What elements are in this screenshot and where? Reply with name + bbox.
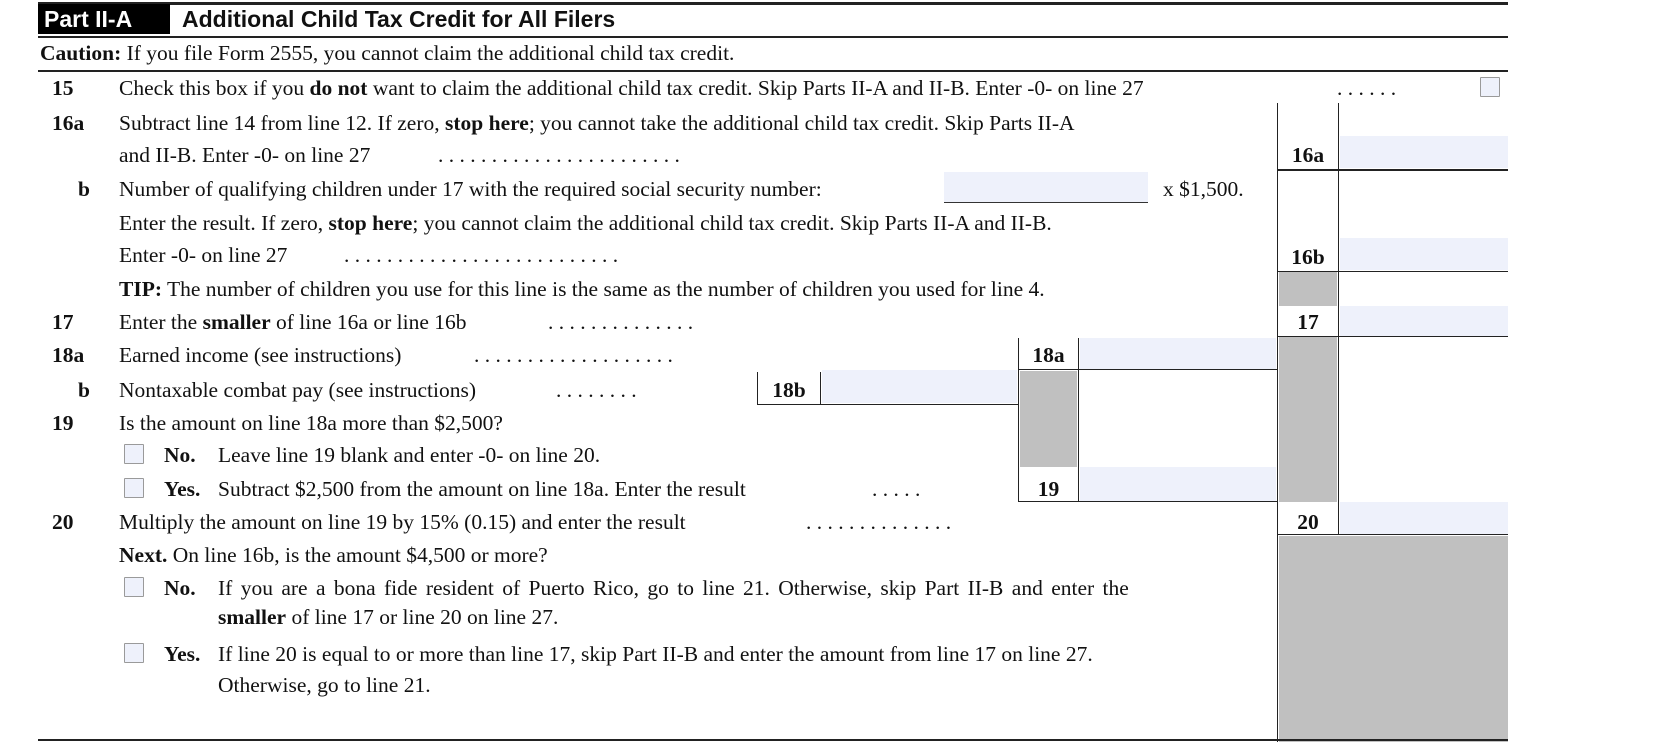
line-19-box-label: 19	[1037, 477, 1060, 501]
shaded-cell	[1279, 272, 1337, 306]
line-18b-label-left-rule	[757, 372, 758, 404]
line-16b-multiplier: x $1,500.	[1163, 177, 1244, 201]
line-15-opt-out-checkbox[interactable]	[1480, 77, 1500, 97]
line-18b-amount-field[interactable]	[822, 370, 1017, 403]
line-16a-amount-field[interactable]	[1340, 136, 1508, 168]
line-18a-amount-field[interactable]	[1080, 338, 1276, 369]
shaded-cell	[1020, 371, 1077, 467]
line-16b-leader-dots: . . . . . . . . . . . . . . . . . . . . . . . . . .	[344, 243, 619, 267]
line-20-number: 20	[52, 510, 74, 534]
qualifying-children-count-input[interactable]	[944, 172, 1148, 203]
line-17-leader-dots: . . . . . . . . . . . . . .	[548, 310, 694, 334]
line-19-question: Is the amount on line 18a more than $2,500?	[119, 411, 503, 435]
line-17-number: 17	[52, 310, 74, 334]
next-no-checkbox[interactable]	[124, 577, 144, 597]
line-19-yes-checkbox[interactable]	[124, 478, 144, 498]
line-16a-leader-dots: . . . . . . . . . . . . . . . . . . . . . . .	[438, 143, 680, 167]
line-18a-rule	[1018, 369, 1277, 370]
part-tag: Part II-A	[38, 4, 170, 34]
line-18b-text: Nontaxable combat pay (see instructions)	[119, 378, 477, 402]
line-18b-amount-left-rule	[820, 372, 821, 404]
line-17-text: Enter the smaller of line 16a or line 16b	[119, 310, 467, 334]
line-17-amount-field[interactable]	[1340, 306, 1508, 336]
line-16b-tip: TIP: The number of children you use for this line is the same as the number of children you used for line 4.	[119, 277, 1045, 301]
line-16a-box-label: 16a	[1291, 143, 1325, 167]
shaded-cell	[1279, 337, 1337, 502]
line-19-yes-label: Yes.	[164, 477, 201, 501]
line-19-rule	[1018, 501, 1277, 502]
next-no-label: No.	[164, 576, 196, 600]
next-yes-label: Yes.	[164, 642, 201, 666]
line-16b-text-3: Enter -0- on line 27	[119, 243, 288, 267]
bottom-rule	[38, 739, 1508, 741]
line-16b-box-label: 16b	[1291, 245, 1325, 269]
right-label-col-left-rule	[1277, 103, 1278, 742]
line-19-number: 19	[52, 411, 74, 435]
line-16b-text-2: Enter the result. If zero, stop here; you cannot claim the additional child tax credit. Skip Parts II-A and II-B.	[119, 211, 1052, 235]
line-19-no-label: No.	[164, 443, 196, 467]
caution-label: Caution:	[40, 41, 122, 65]
caution-text: If you file Form 2555, you cannot claim the additional child tax credit.	[121, 41, 735, 65]
line-16b-text: Number of qualifying children under 17 with the required social security number:	[119, 177, 822, 201]
next-yes-checkbox[interactable]	[124, 643, 144, 663]
line-19-no-text: Leave line 19 blank and enter -0- on line 20.	[218, 443, 601, 467]
inner-amount-col-left-rule	[1078, 338, 1079, 502]
line-19-leader-dots: . . . . .	[872, 477, 921, 501]
line-15-number: 15	[52, 76, 74, 100]
line-18a-box-label: 18a	[1032, 343, 1065, 367]
next-yes-text-2: Otherwise, go to line 21.	[218, 673, 431, 697]
next-no-text: If you are a bona fide resident of Puerto Rico, go to line 21. Otherwise, skip Part II-B and enter the	[218, 576, 1129, 600]
line-17-box-label: 17	[1297, 310, 1319, 334]
caution-note	[40, 40, 734, 66]
caution-rule	[38, 70, 1508, 72]
header-rule	[38, 36, 1508, 38]
line-16a-number: 16a	[52, 111, 85, 135]
line-18a-text: Earned income (see instructions)	[119, 343, 402, 367]
line-18b-number: b	[78, 378, 90, 402]
line-20-amount-field[interactable]	[1340, 502, 1508, 534]
line-15-text: Check this box if you do not want to claim the additional child tax credit. Skip Parts II-A and II-B. Enter -0- on line 27	[119, 76, 1144, 100]
line-19-no-checkbox[interactable]	[124, 444, 144, 464]
part-title: Additional Child Tax Credit for All Filers	[182, 6, 616, 32]
line-20-box-label: 20	[1297, 510, 1319, 534]
line-16b-amount-field[interactable]	[1340, 238, 1508, 270]
line-19-yes-text: Subtract $2,500 from the amount on line 18a. Enter the result	[218, 477, 746, 501]
line-18a-leader-dots: . . . . . . . . . . . . . . . . . . .	[474, 343, 673, 367]
line-18b-leader-dots: . . . . . . . .	[556, 378, 637, 402]
next-question: Next. On line 16b, is the amount $4,500 or more?	[119, 543, 548, 567]
line-18b-rule	[757, 404, 1019, 405]
right-amount-col-left-rule	[1338, 103, 1339, 535]
next-yes-text: If line 20 is equal to or more than line 17, skip Part II-B and enter the amount from line 17 on line 27.	[218, 642, 1093, 666]
line-15-leader-dots: . . . . . .	[1337, 76, 1397, 100]
line-20-rule	[1277, 534, 1508, 535]
inner-label-col-left-rule	[1018, 338, 1019, 502]
line-19-amount-field[interactable]	[1080, 467, 1276, 501]
line-20-leader-dots: . . . . . . . . . . . . . .	[806, 510, 952, 534]
line-16a-text: Subtract line 14 from line 12. If zero, stop here; you cannot take the additional child tax credit. Skip Parts II-A	[119, 111, 1075, 135]
line-18b-box-label: 18b	[772, 378, 806, 402]
line-16b-number: b	[78, 177, 90, 201]
line-18a-number: 18a	[52, 343, 85, 367]
line-16a-text-2: and II-B. Enter -0- on line 27	[119, 143, 371, 167]
line-20-text: Multiply the amount on line 19 by 15% (0.15) and enter the result	[119, 510, 686, 534]
line-16a-rule	[1277, 169, 1508, 171]
next-no-text-2: smaller of line 17 or line 20 on line 27.	[218, 605, 559, 629]
shaded-cell	[1279, 536, 1508, 742]
